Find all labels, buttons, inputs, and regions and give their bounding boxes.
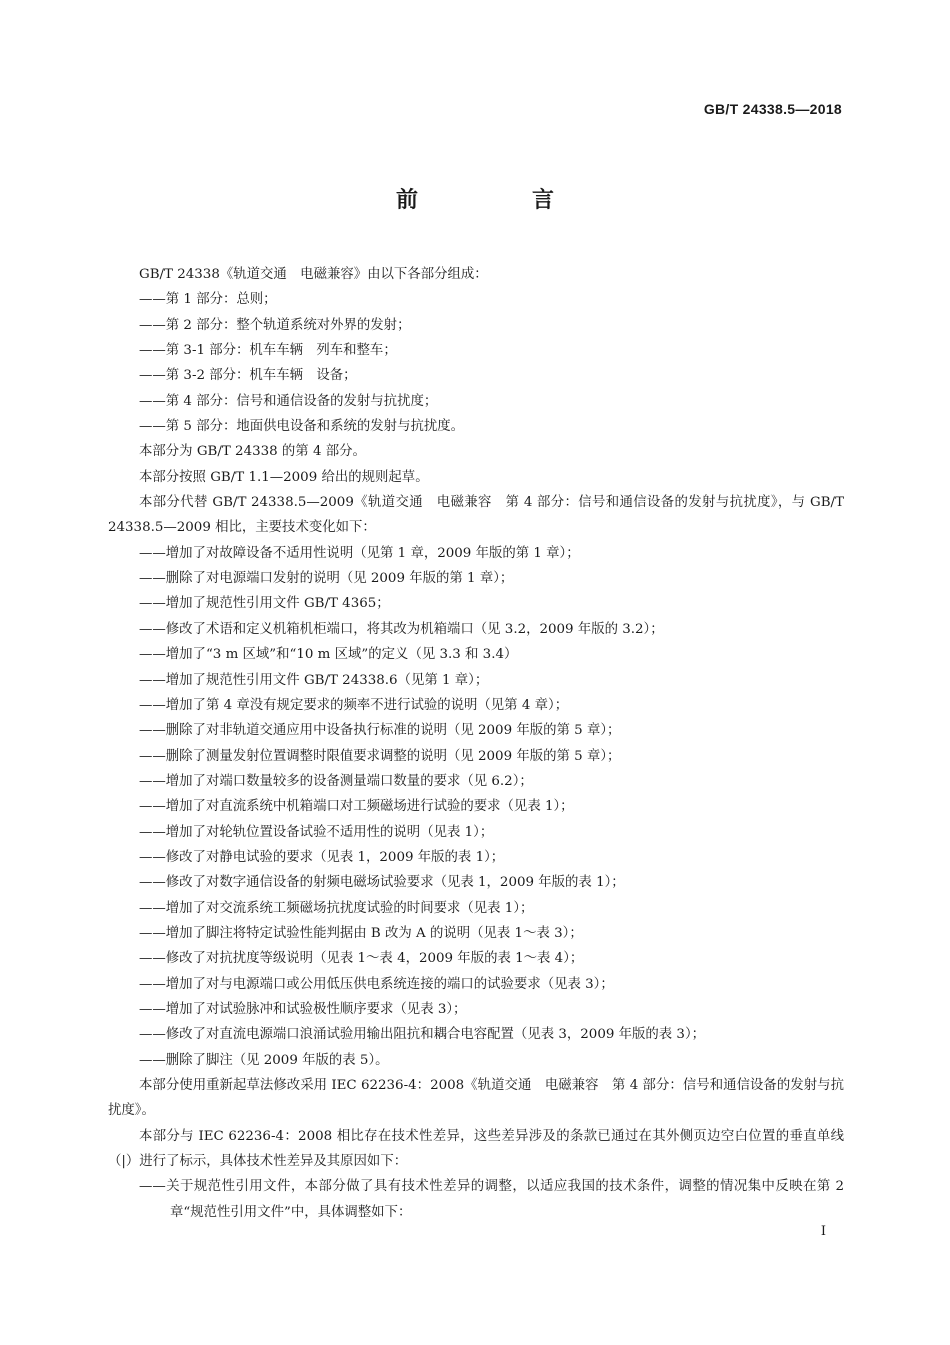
- list-item: ——增加了对试验脉冲和试验极性顺序要求（见表 3）；: [139, 1001, 467, 1017]
- paragraph: GB/T 24338《轨道交通 电磁兼容》由以下各部分组成：: [139, 267, 488, 282]
- list-item: ——增加了对故障设备不适用性说明（见第 1 章，2009 年版的第 1 章）；: [139, 545, 580, 561]
- list-item: ——增加了规范性引用文件 GB/T 24338.6（见第 1 章）；: [139, 672, 489, 688]
- list-item: ——修改了对抗扰度等级说明（见表 1～表 4，2009 年版的表 1～表 4）；: [139, 951, 584, 967]
- list-item: ——第 2 部分：整个轨道系统对外界的发射；: [139, 317, 411, 333]
- list-item: ——增加了对交流系统工频磁场抗扰度试验的时间要求（见表 1）；: [139, 900, 534, 916]
- list-item: ——第 1 部分：总则；: [139, 292, 277, 308]
- paragraph: 本部分为 GB/T 24338 的第 4 部分。: [139, 444, 366, 460]
- paragraph: 本部分使用重新起草法修改采用 IEC 62236-4：2008《轨道交通 电磁兼容 第 4 部分：信号和通信设备的发射与抗扰度》。: [108, 1078, 844, 1119]
- page-title: 前 言: [395, 188, 600, 213]
- list-item: ——增加了对与电源端口或公用低压供电系统连接的端口的试验要求（见表 3）；: [139, 976, 614, 992]
- document-body: [108, 262, 844, 1225]
- paragraph: 本部分代替 GB/T 24338.5—2009《轨道交通 电磁兼容 第 4 部分：信号和通信设备的发射与抗扰度》，与 GB/T 24338.5—2009 相比，主要技术变化如下：: [108, 495, 844, 536]
- list-item: ——删除了脚注（见 2009 年版的表 5）。: [139, 1052, 389, 1068]
- list-item: ——第 3-2 部分：机车车辆 设备；: [139, 368, 357, 384]
- list-item: ——增加了脚注将特定试验性能判据由 B 改为 A 的说明（见表 1～表 3）；: [139, 925, 583, 941]
- list-item: ——修改了术语和定义机箱机柜端口，将其改为机箱端口（见 3.2，2009 年版的 3.2）；: [139, 621, 664, 637]
- page-number: I: [820, 1224, 826, 1239]
- list-item: ——修改了对数字通信设备的射频电磁场试验要求（见表 1，2009 年版的表 1）；: [139, 875, 625, 891]
- list-item: ——第 5 部分：地面供电设备和系统的发射与抗扰度。: [139, 419, 465, 435]
- list-item: ——关于规范性引用文件，本部分做了具有技术性差异的调整，以适应我国的技术条件，调整的情况集中反映在第 2 章“规范性引用文件”中，具体调整如下：: [139, 1179, 844, 1220]
- list-item: ——删除了对非轨道交通应用中设备执行标准的说明（见 2009 年版的第 5 章）；: [139, 723, 621, 739]
- list-item: ——增加了对轮轨位置设备试验不适用性的说明（见表 1）；: [139, 824, 494, 840]
- list-item: ——增加了第 4 章没有规定要求的频率不进行试验的说明（见第 4 章）；: [139, 697, 569, 713]
- list-item: ——增加了“3 m 区域”和“10 m 区域”的定义（见 3.3 和 3.4）: [139, 647, 518, 663]
- list-item: ——第 3-1 部分：机车车辆 列车和整车；: [139, 343, 397, 359]
- list-item: ——增加了对直流系统中机箱端口对工频磁场进行试验的要求（见表 1）；: [139, 799, 574, 815]
- list-item: ——第 4 部分：信号和通信设备的发射与抗扰度；: [139, 393, 438, 409]
- standard-code: GB/T 24338.5—2018: [703, 101, 842, 117]
- list-item: ——删除了对电源端口发射的说明（见 2009 年版的第 1 章）；: [139, 571, 514, 587]
- list-item: ——增加了规范性引用文件 GB/T 4365；: [139, 596, 390, 612]
- list-item: ——修改了对静电试验的要求（见表 1，2009 年版的表 1）；: [139, 849, 505, 865]
- list-item: ——增加了对端口数量较多的设备测量端口数量的要求（见 6.2）；: [139, 773, 533, 789]
- list-item: ——删除了测量发射位置调整时限值要求调整的说明（见 2009 年版的第 5 章）；: [139, 748, 621, 764]
- paragraph: 本部分与 IEC 62236-4：2008 相比存在技术性差异，这些差异涉及的条款已通过在其外侧页边空白位置的垂直单线（|）进行了标示，具体技术性差异及其原因如下：: [108, 1128, 844, 1170]
- paragraph: 本部分按照 GB/T 1.1—2009 给出的规则起草。: [139, 469, 429, 485]
- list-item: ——修改了对直流电源端口浪涌试验用输出阻抗和耦合电容配置（见表 3，2009 年版的表 3）；: [139, 1027, 706, 1043]
